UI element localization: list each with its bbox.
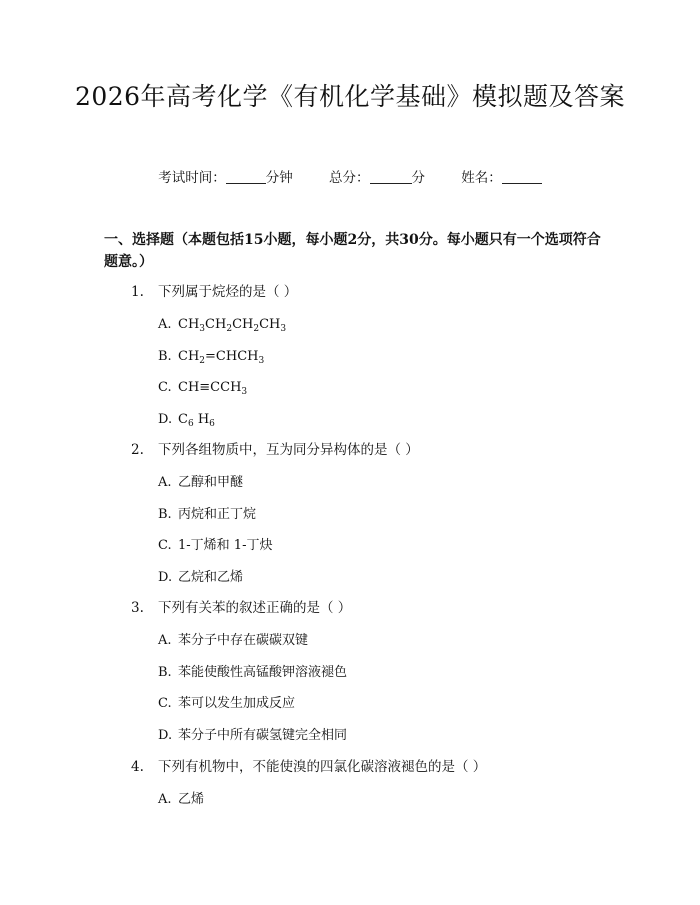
question-text: 下列属于烷烃的是（ ） — [158, 284, 298, 300]
option-1-d — [158, 410, 215, 430]
option-text: 乙烷和乙烯 — [178, 569, 244, 585]
exam-time-field — [158, 168, 293, 188]
question-text: 下列有机物中，不能使溴的四氯化碳溶液褪色的是（ ） — [158, 759, 487, 775]
option-text: 苯分子中存在碳碳双键 — [178, 633, 309, 648]
option-letter: A. — [158, 317, 172, 332]
exam-time-unit: 分钟 — [265, 170, 293, 186]
option-2-d — [158, 568, 243, 588]
option-3-c — [158, 694, 295, 714]
option-3-a — [158, 631, 308, 651]
option-letter: A. — [158, 792, 172, 807]
option-2-c — [158, 536, 272, 556]
option-text: $CH_2=CHCH_3$ — [178, 348, 265, 366]
name-field — [461, 168, 542, 188]
name-label: 姓名： — [461, 170, 502, 186]
question-2 — [131, 440, 419, 460]
option-text: 乙烯 — [178, 792, 205, 807]
option-letter: D. — [158, 727, 173, 743]
option-letter: B. — [158, 348, 172, 364]
option-3-d — [158, 726, 347, 746]
page-title: 2026年高考化学《有机化学基础》模拟题及答案 — [74, 82, 626, 111]
total-score-blank — [370, 169, 412, 184]
option-text: $CH\equiv CCH_3$ — [178, 380, 248, 397]
option-text: $C_6$ $H_6$ — [178, 411, 215, 429]
option-letter: B. — [158, 664, 172, 680]
option-2-b — [158, 505, 256, 525]
option-text: 乙醇和甲醚 — [178, 475, 244, 490]
option-4-a — [158, 790, 204, 810]
option-letter: B. — [158, 506, 172, 522]
option-2-a — [158, 473, 243, 493]
option-text: 苯可以发生加成反应 — [178, 696, 296, 711]
option-3-b — [158, 663, 347, 683]
option-1-c — [158, 378, 247, 398]
option-letter: C. — [158, 380, 172, 395]
option-letter: A. — [158, 633, 172, 648]
option-text: 苯能使酸性高锰酸钾溶液褪色 — [178, 664, 348, 680]
question-number: 4. — [131, 759, 144, 775]
total-score-unit: 分 — [411, 170, 425, 186]
option-text: 丙烷和正丁烷 — [178, 506, 257, 522]
question-4 — [131, 757, 486, 777]
option-letter: C. — [158, 696, 172, 711]
exam-time-label: 考试时间： — [158, 170, 226, 186]
option-letter: C. — [158, 538, 172, 553]
question-text: 下列有关苯的叙述正确的是（ ） — [158, 600, 352, 616]
name-blank — [502, 169, 542, 184]
total-score-field — [329, 168, 425, 188]
exam-info-line — [0, 168, 700, 188]
question-number: 1. — [131, 284, 144, 300]
total-score-label: 总分： — [329, 170, 370, 186]
question-1 — [131, 282, 297, 302]
option-1-a — [158, 315, 286, 335]
option-text: 1-丁烯和 1-丁炔 — [178, 538, 273, 553]
section-heading: 一、选择题（本题包括15小题，每小题2分，共30分。每小题只有一个选项符合题意。） — [104, 232, 601, 270]
option-letter: D. — [158, 411, 173, 427]
option-letter: D. — [158, 569, 173, 585]
question-text: 下列各组物质中，互为同分异构体的是（ ） — [158, 442, 419, 458]
option-text: $CH_3CH_2CH_2CH_3$ — [178, 317, 287, 334]
question-number: 3. — [131, 600, 144, 616]
option-text: 苯分子中所有碳氢键完全相同 — [178, 727, 348, 743]
exam-time-blank — [226, 169, 266, 184]
option-letter: A. — [158, 475, 172, 490]
question-3 — [131, 598, 351, 618]
option-1-b — [158, 347, 264, 367]
question-number: 2. — [131, 442, 144, 458]
